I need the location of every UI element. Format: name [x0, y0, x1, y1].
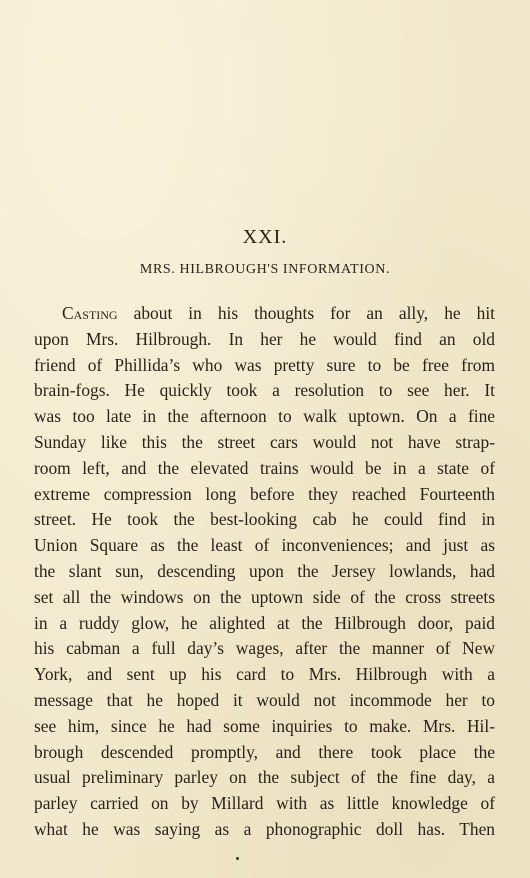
text-line: brain-fogs. He quickly took a resolution to see her. It [34, 380, 495, 401]
text-line: usual preliminary parley on the subject of the fine day, a [34, 767, 495, 788]
text-line: what he was saying as a phonographic doll has. Then [34, 818, 495, 839]
text-line: Union Square as the least of inconveniences; and just as [34, 535, 495, 556]
text-line: in a ruddy glow, he alighted at the Hilbrough door, paid [34, 612, 495, 633]
text-line: set all the windows on the uptown side of the cross streets [34, 586, 495, 607]
text-line: brough descended promptly, and there took place the [34, 741, 495, 762]
chapter-title: MRS. HILBROUGH'S INFORMATION. [139, 262, 391, 277]
text-line: parley carried on by Millard with as little knowledge of [34, 793, 495, 814]
text-line: friend of Phillida’s who was pretty sure to be free from [34, 354, 495, 375]
text-line: message that he hoped it would not incommode her to [34, 689, 495, 710]
text-line: room left, and the elevated trains would be in a state of [34, 457, 495, 478]
text-line: Sunday like this the street cars would not have strap- [34, 431, 495, 452]
text-line-1 [34, 301, 495, 327]
text-line: see him, since he had some inquiries to make. Mrs. Hil- [34, 715, 495, 736]
text-line: the slant sun, descending upon the Jersey lowlands, had [34, 560, 495, 581]
text-line: York, and sent up his card to Mrs. Hilbrough with a [34, 664, 495, 685]
text-line: street. He took the best-looking cab he could find in [34, 509, 495, 530]
text-line: was too late in the afternoon to walk uptown. On a fine [34, 406, 495, 427]
body-text [34, 301, 495, 843]
page-footer-mark [236, 857, 239, 860]
chapter-number: XXI. [242, 226, 288, 248]
opening-word: Casting [62, 303, 118, 323]
text-line: his cabman a full day’s wages, after the manner of New [34, 638, 495, 659]
first-line-rest: about in his thoughts for an ally, he hit [117, 303, 495, 323]
text-line: upon Mrs. Hilbrough. In her he would find an old [34, 328, 495, 349]
text-line: extreme compression long before they reached Fourteenth [34, 483, 495, 504]
